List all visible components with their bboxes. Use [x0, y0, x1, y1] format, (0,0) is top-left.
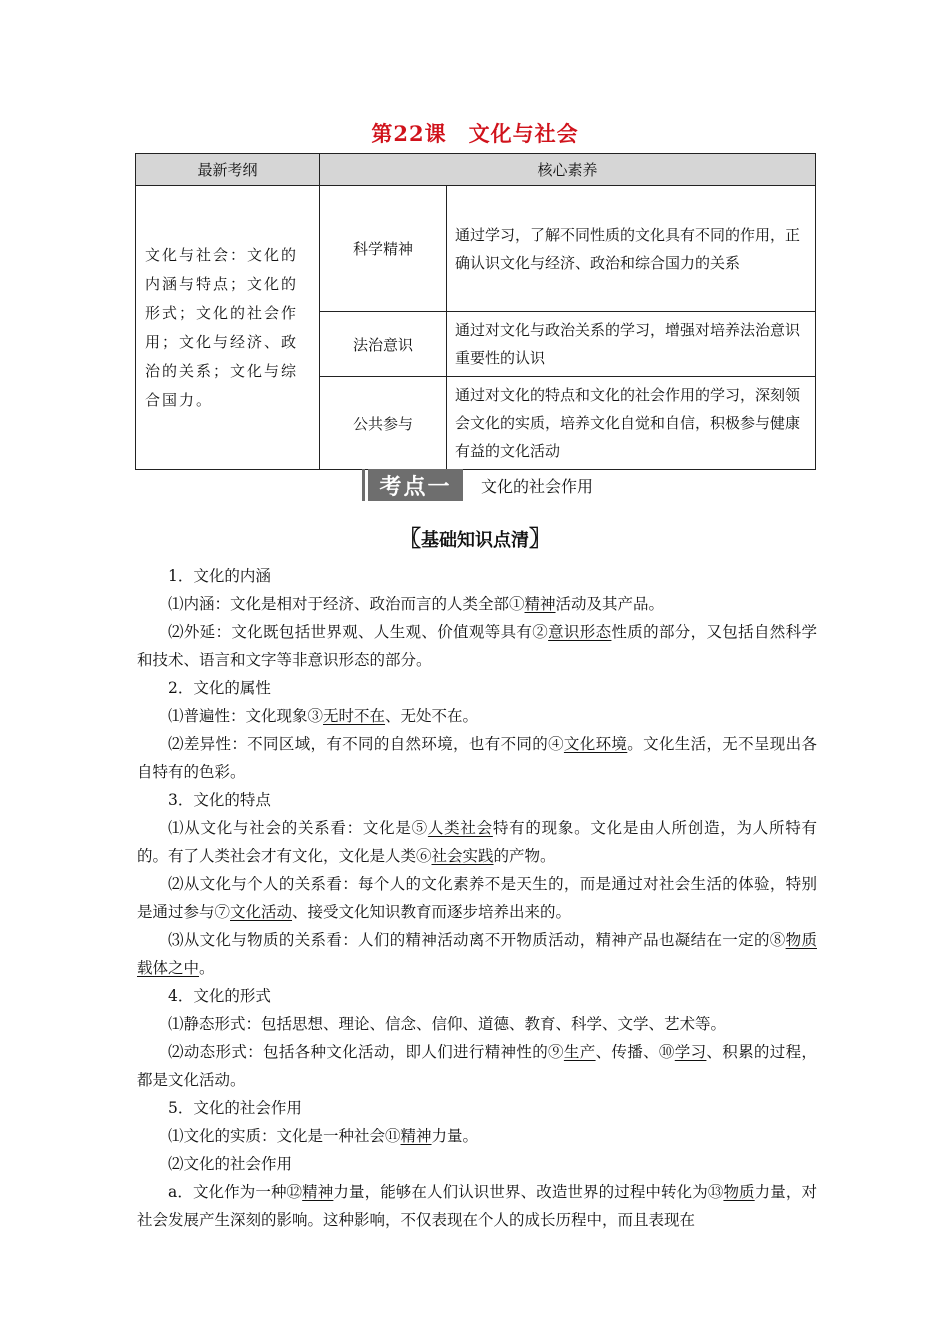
page-title: 第22课 文化与社会: [371, 121, 579, 146]
paragraph: ⑴普遍性：文化现象③无时不在、无处不在。: [168, 707, 479, 725]
body-text: [137, 562, 817, 1234]
kaodian-topic: 文化的社会作用: [481, 477, 594, 496]
desc-cell: 通过学习，了解不同性质的文化具有不同的作用，正确认识文化与经济、政治和综合国力的关系: [447, 186, 816, 312]
paragraph: ⑶从文化与物质的关系看：人们的精神活动离不开物质活动，精神产品也凝结在一定的⑧物质载体之中。: [137, 931, 817, 977]
heading: 4．文化的形式: [168, 987, 271, 1005]
paragraph: ⑵差异性：不同区域，有不同的自然环境，也有不同的④文化环境。文化生活，无不呈现出各自特有的色彩。: [137, 735, 817, 781]
paragraph: ⑵外延：文化既包括世界观、人生观、价值观等具有②意识形态性质的部分，又包括自然科学和技术、语言和文字等非意识形态的部分。: [137, 623, 817, 669]
header-suyang: 核心素养: [320, 154, 816, 186]
heading: 5．文化的社会作用: [168, 1099, 302, 1117]
paragraph: ⑴静态形式：包括思想、理论、信念、信仰、道德、教育、科学、文学、艺术等。: [168, 1015, 727, 1033]
kaodian-badge: 考点一: [368, 469, 463, 501]
paragraph: ⑵动态形式：包括各种文化活动，即人们进行精神性的⑨生产、传播、⑩学习、积累的过程，都是文化活动。: [137, 1043, 817, 1089]
heading: 2．文化的属性: [168, 679, 271, 697]
literacy-cell: 科学精神: [320, 186, 447, 312]
literacy-cell: 法治意识: [320, 312, 447, 377]
kaogang-cell: 文化与社会：文化的内涵与特点；文化的形式；文化的社会作用；文化与经济、政治的关系；文化与综合国力。: [136, 186, 320, 470]
syllabus-table: [135, 153, 816, 470]
paragraph: ⑵从文化与个人的关系看：每个人的文化素养不是天生的，而是通过对社会生活的体验，特别是通过参与⑦文化活动、接受文化知识教育而逐步培养出来的。: [137, 875, 817, 921]
header-kaogang: 最新考纲: [136, 154, 320, 186]
paragraph: ⑴内涵：文化是相对于经济、政治而言的人类全部①精神活动及其产品。: [168, 595, 665, 613]
paragraph: ⑴从文化与社会的关系看：文化是⑤人类社会特有的现象。文化是由人所创造，为人所特有的。有了人类社会才有文化，文化是人类⑥社会实践的产物。: [137, 819, 817, 865]
paragraph: ⑴文化的实质：文化是一种社会⑪精神力量。: [168, 1127, 479, 1145]
heading: 1．文化的内涵: [168, 567, 271, 585]
paragraph: a．文化作为一种⑫精神力量，能够在人们认识世界、改造世界的过程中转化为⑬物质力量，对社会发展产生深刻的影响。这种影响，不仅表现在个人的成长历程中，而且表现在: [137, 1183, 817, 1229]
literacy-cell: 公共参与: [320, 377, 447, 470]
heading: 3．文化的特点: [168, 791, 271, 809]
desc-cell: 通过对文化的特点和文化的社会作用的学习，深刻领会文化的实质，培养文化自觉和自信，积极参与健康有益的文化活动: [447, 377, 816, 470]
paragraph: ⑵文化的社会作用: [168, 1155, 293, 1173]
section-subheading: 〖基础知识点清〗: [398, 527, 552, 552]
desc-cell: 通过对文化与政治关系的学习，增强对培养法治意识重要性的认识: [447, 312, 816, 377]
